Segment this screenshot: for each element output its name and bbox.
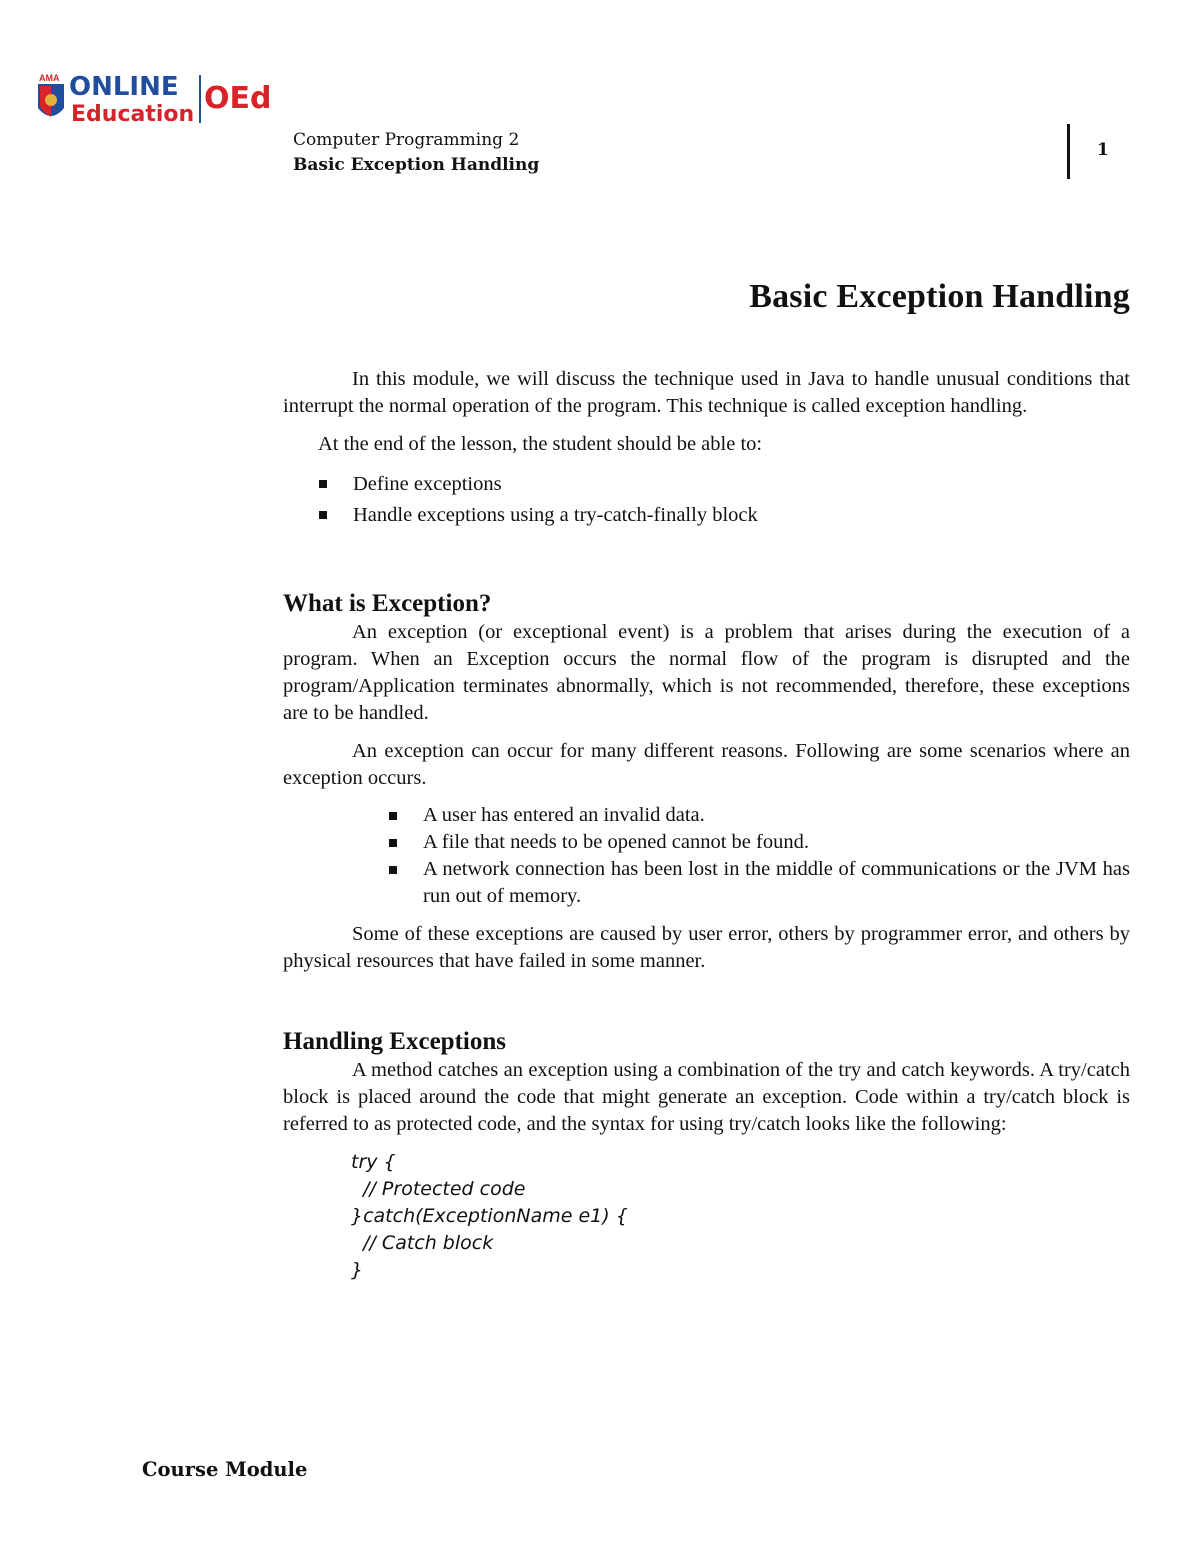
what-paragraph-3: Some of these exceptions are caused by user error, others by programmer error, and others by physical resources that have failed in some manner. <box>283 923 1130 972</box>
intro-paragraph: In this module, we will discuss the technique used in Java to handle unusual conditions that interrupt the normal operation of the program. This technique is called exception handling. <box>283 368 1130 417</box>
objectives-list <box>283 469 1130 531</box>
scenarios-list <box>283 802 1130 910</box>
code-line: }catch(ExceptionName e1) { <box>351 1205 628 1227</box>
crest-emblem <box>45 94 57 106</box>
handling-paragraph: A method catches an exception using a combination of the try and catch keywords. A try/catch block is placed around the code that might generate an exception. Code within a try/catch block is referred to as protected code, and the syntax for using try/catch looks like the following: <box>283 1059 1130 1135</box>
running-header <box>293 128 539 178</box>
square-bullet-icon <box>389 866 397 874</box>
objective-text: Handle exceptions using a try-catch-finally block <box>353 504 758 526</box>
square-bullet-icon <box>389 839 397 847</box>
code-line: // Protected code <box>351 1178 526 1200</box>
footer-course-module: Course Module <box>142 1458 308 1481</box>
scenario-text: A network connection has been lost in the middle of communications or the JVM has run out of memory. <box>423 858 1130 907</box>
objective-text: Define exceptions <box>353 473 502 495</box>
what-paragraph-1: An exception (or exceptional event) is a problem that arises during the execution of a program. When an Exception occurs the normal flow of the program is disrupted and the program/Application terminates abnormally, which is not recommended, therefore, these exceptions are to be handled. <box>283 621 1130 724</box>
page-number: 1 <box>1097 140 1109 160</box>
logo-graphic <box>36 70 272 128</box>
list-item <box>283 469 1130 500</box>
list-item <box>283 829 1130 856</box>
logo-online-text: ONLINE <box>69 72 179 102</box>
code-line: } <box>351 1259 364 1281</box>
shield-label: AMA <box>39 73 60 83</box>
code-line: try { <box>351 1151 396 1173</box>
online-education-logo <box>36 70 272 128</box>
header-course: Computer Programming 2 <box>293 130 520 150</box>
section-heading-handling: Handling Exceptions <box>283 1028 506 1055</box>
page-title: Basic Exception Handling <box>749 278 1130 315</box>
what-paragraph-2: An exception can occur for many different reasons. Following are some scenarios where an exception occurs. <box>283 740 1130 789</box>
list-item <box>283 856 1130 910</box>
logo-divider <box>199 75 201 123</box>
header-rule <box>1067 124 1070 179</box>
document-body <box>283 366 1130 1284</box>
code-sample <box>283 1149 1130 1284</box>
logo-education-text: Education <box>71 102 195 127</box>
section-heading-what: What is Exception? <box>283 590 492 617</box>
square-bullet-icon <box>389 812 397 820</box>
code-line: // Catch block <box>351 1232 494 1254</box>
scenario-text: A file that needs to be opened cannot be found. <box>423 831 809 853</box>
square-bullet-icon <box>319 480 327 488</box>
logo-oed-mark: OEd <box>204 81 272 116</box>
header-topic: Basic Exception Handling <box>293 155 540 175</box>
objectives-lead: At the end of the lesson, the student should be able to: <box>318 433 763 455</box>
list-item <box>283 500 1130 531</box>
square-bullet-icon <box>319 511 327 519</box>
scenario-text: A user has entered an invalid data. <box>423 804 705 826</box>
list-item <box>283 802 1130 829</box>
